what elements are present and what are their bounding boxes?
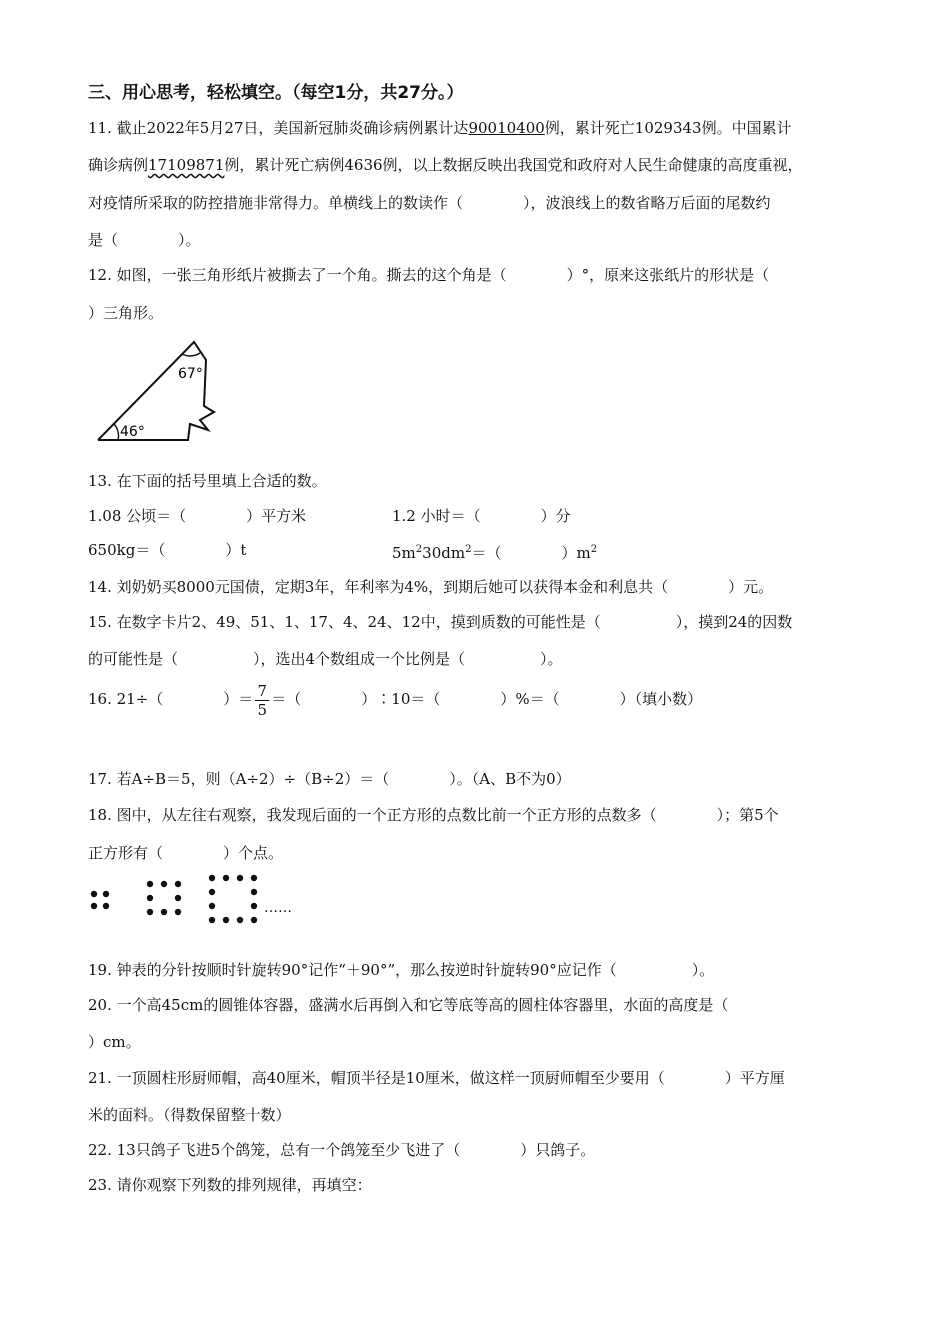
q11-line4: 是（ ）。 [88, 231, 201, 249]
q14-text: 14. 刘奶奶买8000元国债，定期3年，年利率为4%，到期后她可以获得本金和利息共（ ）元。 [88, 578, 774, 596]
q15-line2: 的可能性是（ ），选出4个数组成一个比例是（ ）。 [88, 650, 563, 668]
q11-wavy-number: 17109871 [148, 156, 225, 174]
q13-row2 [88, 540, 598, 562]
q22-text: 22. 13只鸽子飞进5个鸽笼，总有一个鸽笼至少飞进了（ ）只鸽子。 [88, 1141, 596, 1159]
q11-text: 例，累计死亡病例4636例，以上数据反映出我国党和政府对人民生命健康的高度重视， [224, 156, 803, 174]
q13-title: 13. 在下面的括号里填上合适的数。 [88, 472, 327, 490]
q19-text: 19. 钟表的分针按顺时针旋转90°记作“＋90°”，那么按逆时针旋转90°应记作（ ）。 [88, 961, 715, 979]
ellipsis: …… [264, 900, 292, 916]
q13-item-b: 1.2 小时＝（ ）分 [392, 507, 571, 525]
q13-item-d: $5m^230dm^2=$（ ）$m^2$ [392, 544, 598, 562]
dot-squares-figure [88, 874, 318, 930]
q20-line1: 20. 一个高45cm的圆锥体容器，盛满水后再倒入和它等底等高的圆柱体容器里，水面的高度是（ [88, 996, 729, 1014]
fraction-7-5: $\frac{7}{5}$ [255, 682, 269, 719]
dot-square-2 [147, 881, 181, 915]
q13-item-a: 1.08 公顷＝（ ）平方米 [88, 507, 307, 525]
section-title: 三、用心思考，轻松填空。（每空1分，共27分。） [88, 83, 464, 103]
angle-label-top: 67° [178, 366, 203, 382]
q13-row1 [88, 506, 571, 526]
q13-item-c: 650kg＝（ ）t [88, 541, 247, 559]
q20-line2: ）cm。 [88, 1033, 141, 1051]
q11-text: 11. 截止2022年5月27日，美国新冠肺炎确诊病例累计达 [88, 119, 469, 137]
q12-line1: 12. 如图，一张三角形纸片被撕去了一个角。撕去的这个角是（ ）°，原来这张纸片的形状是（ [88, 266, 770, 284]
q23-text: 23. 请你观察下列数的排列规律，再填空： [88, 1176, 372, 1194]
q11-text: 例，累计死亡1029343例。中国累计 [544, 119, 792, 137]
angle-label-left: 46° [120, 424, 145, 440]
q16-text: 16. 21÷（ ）＝ $\frac{7}{5}$ ＝（ ）∶10＝（ ）%＝（ ）（填小数） [88, 681, 703, 719]
q12-line2: ）三角形。 [88, 304, 164, 322]
worksheet-page [88, 78, 878, 1194]
q21-line1: 21. 一顶圆柱形厨师帽，高40厘米，帽顶半径是10厘米，做这样一顶厨师帽至少要用（ ）平方厘 [88, 1069, 785, 1087]
q21-line2: 米的面料。（得数保留整十数） [88, 1106, 291, 1124]
q11-line3: 对疫情所采取的防控措施非常得力。单横线上的数读作（ ），波浪线上的数省略万后面的尾数约 [88, 194, 771, 212]
q18-line1: 18. 图中，从左往右观察，我发现后面的一个正方形的点数比前一个正方形的点数多（ ）；第5个 [88, 806, 779, 824]
q11-underlined-number: 90010400 [468, 119, 545, 137]
q15-line1: 15. 在数字卡片2、49、51、1、17、4、24、12中，摸到质数的可能性是（ ），摸到24的因数 [88, 613, 793, 631]
dot-square-1 [91, 891, 109, 909]
q11-line1 [88, 118, 792, 138]
left-angle-arc [114, 424, 118, 440]
q11-line2 [88, 155, 803, 175]
q11-text: 确诊病例 [88, 156, 149, 174]
torn-triangle-figure [94, 336, 244, 446]
dot-square-3 [209, 875, 257, 923]
q18-line2: 正方形有（ ）个点。 [88, 844, 284, 862]
top-angle-arc [182, 353, 200, 356]
q17-text: 17. 若A÷B＝5，则（A÷2）÷（B÷2）＝（ ）。（A、B不为0） [88, 770, 571, 788]
